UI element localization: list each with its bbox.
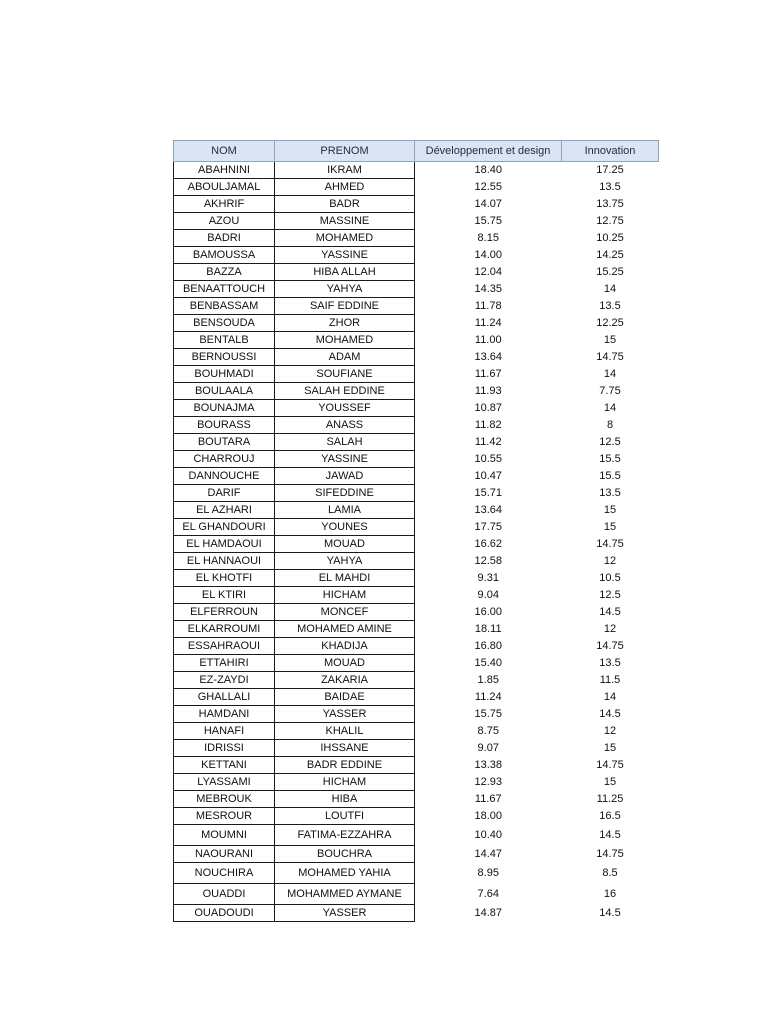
cell-prenom: YAHYA <box>275 281 415 298</box>
table-row <box>174 863 659 884</box>
table-header <box>174 141 659 162</box>
table-row <box>174 468 659 485</box>
cell-innovation: 15.5 <box>599 470 621 482</box>
cell-nom: EL GHANDOURI <box>174 519 275 536</box>
cell-developpement-design: 14.35 <box>474 283 503 295</box>
cell-innovation: 10.5 <box>599 572 621 584</box>
table-row <box>174 587 659 604</box>
cell-nom: EL HANNAOUI <box>174 553 275 570</box>
table-row <box>174 791 659 808</box>
table-row <box>174 689 659 706</box>
table-row <box>174 213 659 230</box>
cell-nom: LYASSAMI <box>174 774 275 791</box>
cell-developpement-design: 15.40 <box>474 657 503 669</box>
cell-innovation: 13.75 <box>596 198 624 210</box>
cell-nom: BENBASSAM <box>174 298 275 315</box>
cell-innovation: 13.5 <box>599 300 621 312</box>
cell-innovation: 14.5 <box>599 907 621 919</box>
table-row <box>174 553 659 570</box>
cell-developpement-design: 14.07 <box>474 198 503 210</box>
header-row <box>174 141 659 162</box>
cell-developpement-design: 11.78 <box>474 300 502 312</box>
cell-innovation: 12 <box>603 623 617 635</box>
cell-developpement-design: 15.75 <box>474 708 503 720</box>
table-row <box>174 264 659 281</box>
cell-developpement-design: 12.58 <box>474 555 503 567</box>
cell-developpement-design: 8.75 <box>477 725 499 737</box>
cell-innovation: 12 <box>603 725 617 737</box>
cell-prenom: SIFEDDINE <box>275 485 415 502</box>
cell-innovation: 14.75 <box>596 538 624 550</box>
cell-nom: BENTALB <box>174 332 275 349</box>
cell-developpement-design: 1.85 <box>477 674 499 686</box>
cell-innovation: 12 <box>603 555 617 567</box>
cell-prenom: MOHAMED <box>275 332 415 349</box>
cell-developpement-design: 11.00 <box>474 334 502 346</box>
cell-innovation: 13.5 <box>599 487 621 499</box>
cell-nom: EL KTIRI <box>174 587 275 604</box>
cell-developpement-design: 11.67 <box>474 793 502 805</box>
cell-developpement-design: 15.71 <box>474 487 503 499</box>
cell-prenom: SALAH EDDINE <box>275 383 415 400</box>
cell-prenom: ANASS <box>275 417 415 434</box>
cell-innovation: 14 <box>603 283 617 295</box>
cell-prenom: LOUTFI <box>275 808 415 825</box>
cell-developpement-design: 16.00 <box>474 606 503 618</box>
table-row <box>174 485 659 502</box>
cell-innovation: 8 <box>606 419 614 431</box>
table-row <box>174 905 659 922</box>
cell-innovation: 17.25 <box>596 164 624 177</box>
cell-nom: MESROUR <box>174 808 275 825</box>
cell-nom: NAOURANI <box>174 846 275 863</box>
cell-innovation: 12.5 <box>599 589 621 601</box>
table-row <box>174 162 659 179</box>
table-row <box>174 672 659 689</box>
cell-nom: BADRI <box>174 230 275 247</box>
cell-prenom: KHALIL <box>275 723 415 740</box>
cell-developpement-design: 7.64 <box>477 888 499 900</box>
cell-prenom: YASSINE <box>275 451 415 468</box>
cell-innovation: 14.5 <box>599 829 621 841</box>
cell-innovation: 11.25 <box>596 793 624 805</box>
cell-innovation: 14.75 <box>596 848 624 860</box>
cell-nom: ELFERROUN <box>174 604 275 621</box>
cell-prenom: HIBA <box>275 791 415 808</box>
cell-prenom: HICHAM <box>275 774 415 791</box>
cell-innovation: 14.75 <box>596 351 624 363</box>
cell-developpement-design: 10.40 <box>474 829 503 841</box>
cell-developpement-design: 18.40 <box>474 164 503 177</box>
table-row <box>174 655 659 672</box>
grades-table <box>173 140 659 922</box>
cell-innovation: 13.5 <box>599 657 621 669</box>
cell-nom: CHARROUJ <box>174 451 275 468</box>
cell-prenom: BADR EDDINE <box>275 757 415 774</box>
cell-innovation: 15 <box>603 504 617 516</box>
table-row <box>174 536 659 553</box>
cell-innovation: 16 <box>603 888 617 900</box>
column-header-prenom: PRENOM <box>275 141 415 162</box>
cell-nom: BOUHMADI <box>174 366 275 383</box>
table-row <box>174 846 659 863</box>
cell-developpement-design: 12.93 <box>474 776 503 788</box>
cell-prenom: KHADIJA <box>275 638 415 655</box>
cell-nom: ELKARROUMI <box>174 621 275 638</box>
table-row <box>174 349 659 366</box>
cell-innovation: 12.5 <box>599 436 621 448</box>
table-row <box>174 808 659 825</box>
cell-nom: EL AZHARI <box>174 502 275 519</box>
cell-prenom: EL MAHDI <box>275 570 415 587</box>
table-row <box>174 638 659 655</box>
cell-innovation: 14.75 <box>596 759 624 771</box>
cell-prenom: FATIMA-EZZAHRA <box>275 825 415 846</box>
table-row <box>174 723 659 740</box>
cell-prenom: IKRAM <box>275 162 415 179</box>
cell-developpement-design: 18.11 <box>474 623 502 635</box>
cell-prenom: YOUNES <box>275 519 415 536</box>
cell-nom: BAMOUSSA <box>174 247 275 264</box>
cell-nom: MEBROUK <box>174 791 275 808</box>
table-row <box>174 281 659 298</box>
cell-nom: BENSOUDA <box>174 315 275 332</box>
cell-nom: ESSAHRAOUI <box>174 638 275 655</box>
table-row <box>174 774 659 791</box>
cell-prenom: AHMED <box>275 179 415 196</box>
column-header-innovation: Innovation <box>562 141 659 162</box>
cell-developpement-design: 17.75 <box>474 521 503 533</box>
cell-prenom: JAWAD <box>275 468 415 485</box>
cell-nom: ABAHNINI <box>174 162 275 179</box>
cell-developpement-design: 9.04 <box>477 589 499 601</box>
table-row <box>174 298 659 315</box>
cell-developpement-design: 9.31 <box>477 572 499 584</box>
cell-developpement-design: 8.95 <box>477 867 499 879</box>
table-row <box>174 196 659 213</box>
cell-prenom: MOHAMED YAHIA <box>275 863 415 884</box>
cell-prenom: ZHOR <box>275 315 415 332</box>
cell-prenom: ZAKARIA <box>275 672 415 689</box>
cell-innovation: 14.5 <box>599 708 621 720</box>
cell-developpement-design: 10.47 <box>474 470 503 482</box>
cell-innovation: 14.75 <box>596 640 624 652</box>
cell-developpement-design: 15.75 <box>474 215 503 227</box>
cell-prenom: LAMIA <box>275 502 415 519</box>
table-row <box>174 434 659 451</box>
cell-prenom: YASSER <box>275 706 415 723</box>
cell-innovation: 16.5 <box>599 810 621 822</box>
cell-nom: BOULAALA <box>174 383 275 400</box>
table-row <box>174 740 659 757</box>
cell-developpement-design: 12.04 <box>474 266 503 278</box>
cell-nom: BOUNAJMA <box>174 400 275 417</box>
cell-nom: BENAATTOUCH <box>174 281 275 298</box>
cell-nom: BAZZA <box>174 264 275 281</box>
cell-innovation: 13.5 <box>599 181 621 193</box>
cell-prenom: YOUSSEF <box>275 400 415 417</box>
cell-nom: OUADOUDI <box>174 905 275 922</box>
cell-nom: GHALLALI <box>174 689 275 706</box>
cell-developpement-design: 11.24 <box>474 691 502 703</box>
cell-nom: ETTAHIRI <box>174 655 275 672</box>
cell-nom: KETTANI <box>174 757 275 774</box>
cell-prenom: MOHAMED AMINE <box>275 621 415 638</box>
cell-developpement-design: 12.55 <box>474 181 503 193</box>
cell-nom: MOUMNI <box>174 825 275 846</box>
cell-innovation: 12.75 <box>596 215 624 227</box>
cell-prenom: YASSER <box>275 905 415 922</box>
table-row <box>174 332 659 349</box>
cell-developpement-design: 11.67 <box>474 368 502 380</box>
cell-prenom: SOUFIANE <box>275 366 415 383</box>
table-row <box>174 400 659 417</box>
cell-innovation: 15.25 <box>596 266 624 278</box>
cell-nom: DARIF <box>174 485 275 502</box>
cell-innovation: 15 <box>603 742 617 754</box>
cell-developpement-design: 13.38 <box>474 759 503 771</box>
cell-nom: AKHRIF <box>174 196 275 213</box>
cell-innovation: 15 <box>603 776 617 788</box>
cell-developpement-design: 16.80 <box>474 640 503 652</box>
table-body <box>174 162 659 922</box>
cell-innovation: 14 <box>603 691 617 703</box>
cell-innovation: 14 <box>603 402 617 414</box>
cell-innovation: 10.25 <box>596 232 624 244</box>
cell-developpement-design: 14.47 <box>474 848 503 860</box>
table-row <box>174 825 659 846</box>
table-row <box>174 570 659 587</box>
cell-nom: BOURASS <box>174 417 275 434</box>
column-header-nom: NOM <box>174 141 275 162</box>
cell-prenom: ADAM <box>275 349 415 366</box>
cell-prenom: MOUAD <box>275 536 415 553</box>
cell-developpement-design: 11.82 <box>474 419 502 431</box>
cell-nom: NOUCHIRA <box>174 863 275 884</box>
table-row <box>174 502 659 519</box>
cell-developpement-design: 9.07 <box>477 742 499 754</box>
cell-nom: IDRISSI <box>174 740 275 757</box>
cell-developpement-design: 10.87 <box>474 402 503 414</box>
cell-nom: OUADDI <box>174 884 275 905</box>
cell-prenom: HICHAM <box>275 587 415 604</box>
cell-innovation: 15.5 <box>599 453 621 465</box>
table-row <box>174 757 659 774</box>
table-row <box>174 383 659 400</box>
cell-innovation: 15 <box>603 334 617 346</box>
cell-developpement-design: 11.24 <box>474 317 502 329</box>
cell-innovation: 14 <box>603 368 617 380</box>
table-row <box>174 706 659 723</box>
table-row <box>174 230 659 247</box>
cell-prenom: YAHYA <box>275 553 415 570</box>
cell-developpement-design: 14.87 <box>474 907 503 919</box>
cell-prenom: MOHAMED <box>275 230 415 247</box>
table-row <box>174 604 659 621</box>
grades-sheet <box>173 140 659 922</box>
table-row <box>174 315 659 332</box>
cell-prenom: HIBA ALLAH <box>275 264 415 281</box>
cell-prenom: SAIF EDDINE <box>275 298 415 315</box>
table-row <box>174 621 659 638</box>
table-row <box>174 417 659 434</box>
cell-prenom: MONCEF <box>275 604 415 621</box>
table-row <box>174 179 659 196</box>
table-row <box>174 884 659 905</box>
cell-nom: AZOU <box>174 213 275 230</box>
cell-prenom: SALAH <box>275 434 415 451</box>
cell-prenom: MASSINE <box>275 213 415 230</box>
cell-nom: EZ-ZAYDI <box>174 672 275 689</box>
cell-nom: EL HAMDAOUI <box>174 536 275 553</box>
cell-innovation: 11.5 <box>599 674 621 686</box>
cell-innovation: 7.75 <box>599 385 621 397</box>
cell-nom: BOUTARA <box>174 434 275 451</box>
cell-prenom: IHSSANE <box>275 740 415 757</box>
table-row <box>174 247 659 264</box>
cell-developpement-design: 11.93 <box>474 385 502 397</box>
cell-innovation: 8.5 <box>602 867 618 879</box>
cell-innovation: 15 <box>603 521 617 533</box>
cell-developpement-design: 13.64 <box>474 504 503 516</box>
cell-prenom: YASSINE <box>275 247 415 264</box>
cell-innovation: 12.25 <box>596 317 624 329</box>
cell-developpement-design: 8.15 <box>477 232 499 244</box>
cell-developpement-design: 14.00 <box>474 249 503 261</box>
cell-prenom: MOHAMMED AYMANE <box>275 884 415 905</box>
cell-prenom: BOUCHRA <box>275 846 415 863</box>
cell-nom: DANNOUCHE <box>174 468 275 485</box>
table-row <box>174 366 659 383</box>
cell-innovation: 14.5 <box>599 606 621 618</box>
cell-innovation: 14.25 <box>596 249 624 261</box>
cell-nom: BERNOUSSI <box>174 349 275 366</box>
table-row <box>174 451 659 468</box>
cell-developpement-design: 16.62 <box>474 538 503 550</box>
cell-developpement-design: 18.00 <box>474 810 503 822</box>
cell-developpement-design: 13.64 <box>474 351 503 363</box>
cell-prenom: BAIDAE <box>275 689 415 706</box>
cell-nom: ABOULJAMAL <box>174 179 275 196</box>
cell-developpement-design: 11.42 <box>474 436 502 448</box>
cell-prenom: MOUAD <box>275 655 415 672</box>
cell-prenom: BADR <box>275 196 415 213</box>
table-row <box>174 519 659 536</box>
cell-nom: HAMDANI <box>174 706 275 723</box>
cell-nom: EL KHOTFI <box>174 570 275 587</box>
column-header-developpement-design: Développement et design <box>415 141 562 162</box>
cell-developpement-design: 10.55 <box>474 453 503 465</box>
cell-nom: HANAFI <box>174 723 275 740</box>
